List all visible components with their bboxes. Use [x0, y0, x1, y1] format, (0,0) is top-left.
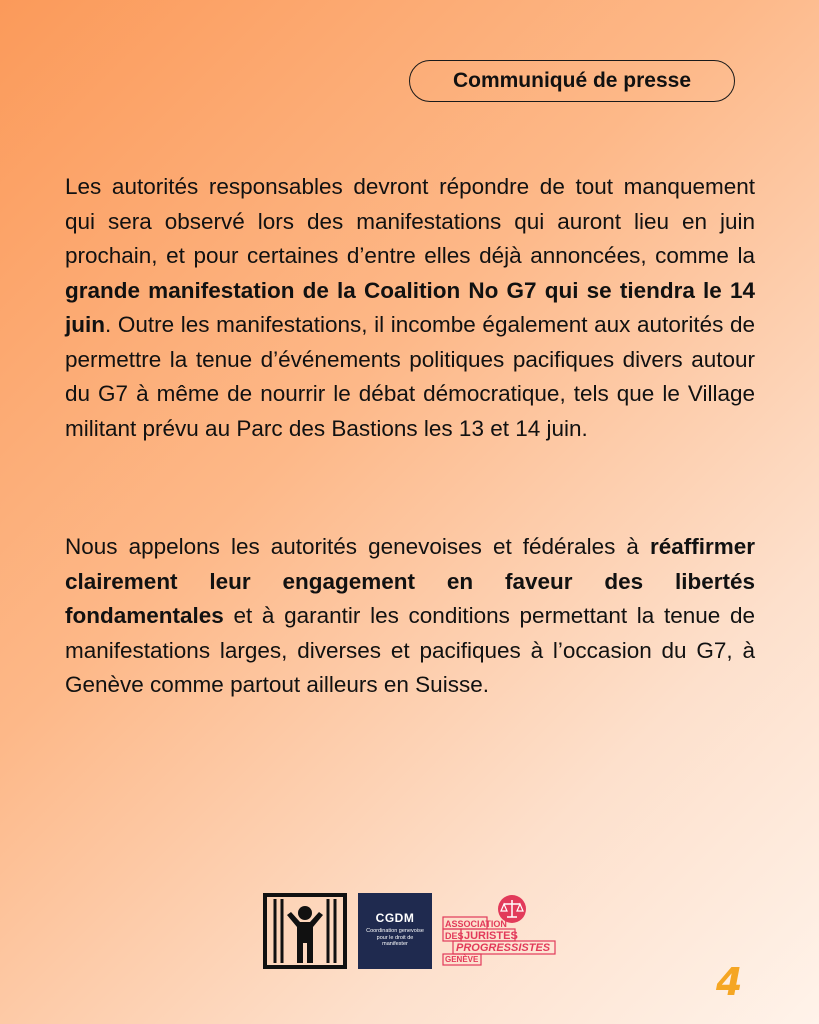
- ajp-line-3: PROGRESSISTES: [456, 942, 551, 954]
- ajp-line-1: ASSOCIATION: [445, 919, 507, 929]
- people-logo: [263, 893, 347, 969]
- paragraph-2: [65, 530, 755, 703]
- cgdm-title: CGDM: [375, 911, 415, 925]
- paragraph-1-intro: Les autorités responsables devront répondre de tout manquement qui sera observé lors des manifestations qui auront lieu en juin prochain, et pour certaines d’entre elles déjà annoncées, comme la: [65, 174, 755, 268]
- people-logo-icon: [263, 893, 347, 969]
- paragraph-1-rest: . Outre les manifestations, il incombe également aux autorités de permettre la tenue d’événements politiques pacifiques divers autour du G7 à même de nourrir le débat démocratique, tels que le Village militant prévu au Parc des Bastions les 13 et 14 juin.: [65, 312, 755, 441]
- cgdm-logo: [358, 893, 432, 969]
- paragraph-1-bold: grande manifestation de la Coalition No G7 qui se tiendra le 14 juin: [65, 277, 755, 337]
- ajp-line-2b: JURISTES: [464, 930, 518, 942]
- page-number: 4: [716, 960, 743, 1004]
- ajp-logo: [442, 893, 560, 969]
- paragraph-2-rest: et à garantir les conditions permettant la tenue de manifestations larges, diverses et pacifiques à l’occasion du G7, à Genève comme partout ailleurs en Suisse.: [65, 603, 755, 697]
- ajp-line-4: GENÈVE: [445, 955, 479, 964]
- paragraph-1: [65, 170, 755, 446]
- press-release-label: Communiqué de presse: [452, 69, 692, 92]
- paragraph-2-bold: réaffirmer clairement leur engagement en faveur des libertés fondamentales: [65, 534, 755, 628]
- cgdm-subtitle: Coordination genevoise pour le droit de manifester: [366, 928, 424, 947]
- press-release-badge: [409, 60, 735, 102]
- paragraph-2-intro: Nous appelons les autorités genevoises et fédérales à: [65, 534, 650, 559]
- ajp-line-2a: DES: [445, 931, 464, 941]
